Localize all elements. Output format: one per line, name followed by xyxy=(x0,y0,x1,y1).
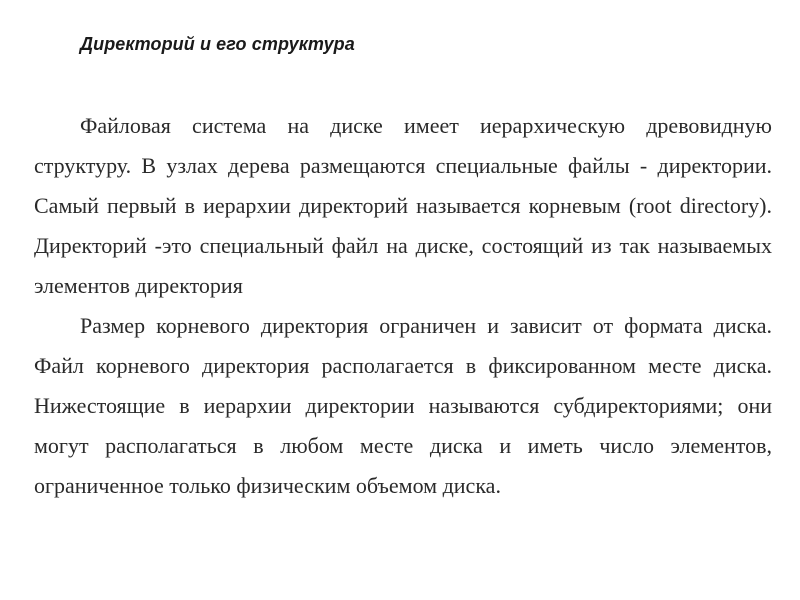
paragraph-file-system: Файловая система на диске имеет иерархическую древовидную структуру. В узлах дерева размещаются специальные файлы - директории. Самый первый в иерархии директорий называется корневым (root directory). Директорий -это специальный файл на диске, состоящий из так называемых элементов директория xyxy=(34,113,772,298)
document-title: Директорий и его структура xyxy=(80,34,355,54)
document-body xyxy=(34,106,772,506)
paragraph-root-directory-size: Размер корневого директория ограничен и зависит от формата диска. Файл корневого директория располагается в фиксированном месте диска. Нижестоящие в иерархии директории называются субдиректориями; они могут располагаться в любом месте диска и иметь число элементов, ограниченное только физическим объемом диска. xyxy=(34,313,772,498)
